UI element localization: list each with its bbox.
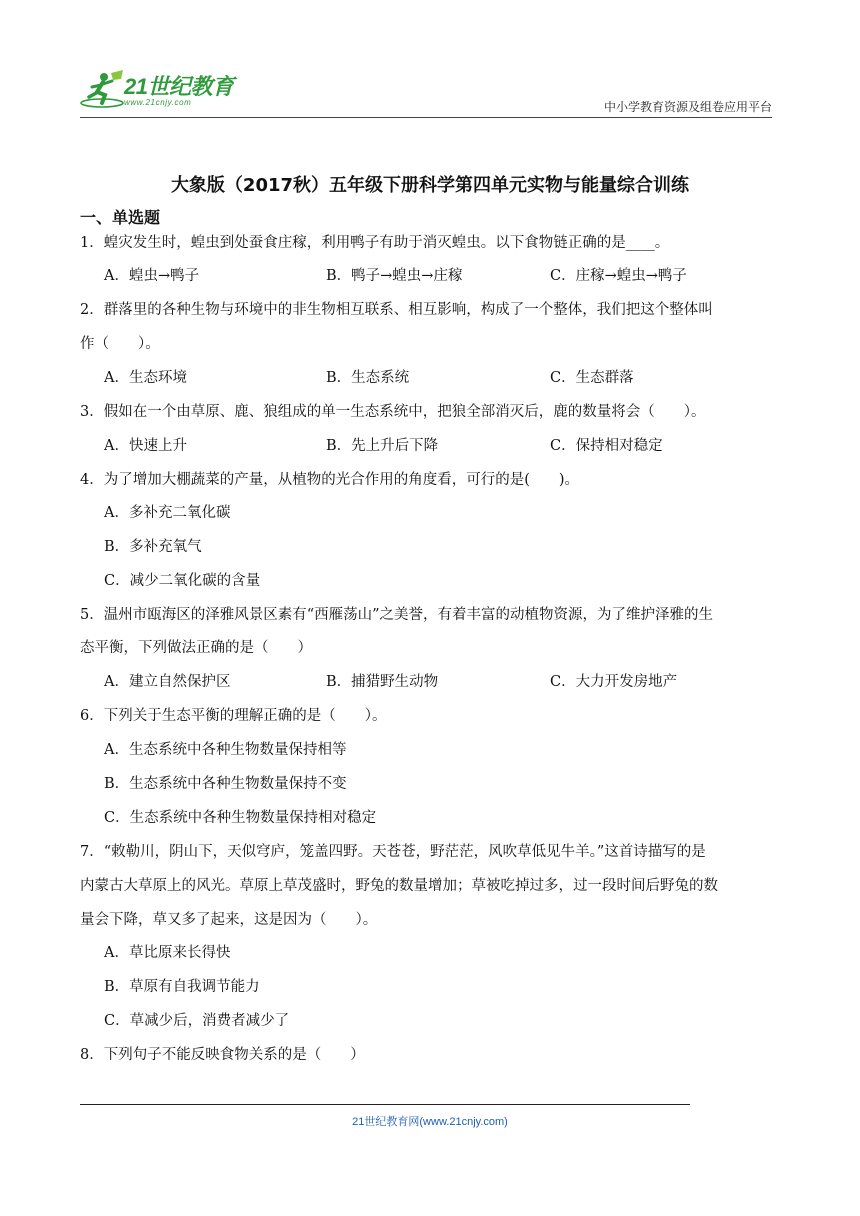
- footer-divider: [80, 1104, 690, 1105]
- platform-name: 中小学教育资源及组卷应用平台: [603, 100, 772, 114]
- question-7-text: 7．“敕勒川，阴山下，天似穹庐，笼盖四野。天苍苍，野茫茫，风吹草低见牛羊。”这首诗描写的是: [80, 844, 706, 860]
- logo: [80, 68, 280, 116]
- question-5-option-a[interactable]: A．建立自然保护区: [104, 674, 231, 690]
- question-3-option-c[interactable]: C．保持相对稳定: [550, 438, 663, 454]
- question-5-option-b[interactable]: B．捕猎野生动物: [326, 674, 439, 690]
- logo-url: www.21cnjy.com: [124, 98, 192, 107]
- question-7-option-b[interactable]: B．草原有自我调节能力: [104, 979, 260, 995]
- page-title: 大象版（2017秋）五年级下册科学第四单元实物与能量综合训练: [170, 175, 690, 196]
- question-7-option-c[interactable]: C．草减少后，消费者减少了: [104, 1013, 290, 1029]
- question-3-option-a[interactable]: A．快速上升: [104, 438, 187, 454]
- footer-link[interactable]: 21世纪教育网(www.21cnjy.com): [352, 1116, 508, 1128]
- question-4-option-a[interactable]: A．多补充二氧化碳: [104, 505, 231, 521]
- question-2-option-a[interactable]: A．生态环境: [104, 370, 187, 386]
- question-6-option-a[interactable]: A．生态系统中各种生物数量保持相等: [104, 742, 347, 758]
- question-2-text: 2．群落里的各种生物与环境中的非生物相互联系、相互影响，构成了一个整体，我们把这个整体叫: [80, 302, 713, 318]
- question-5-text-cont: 态平衡，下列做法正确的是（ ）: [80, 640, 312, 656]
- question-1-option-c[interactable]: C．庄稼→蝗虫→鸭子: [550, 268, 687, 284]
- logo-text: 21世纪教育: [124, 74, 234, 99]
- question-8-text: 8．下列句子不能反映食物关系的是（ ）: [80, 1047, 365, 1063]
- question-2-option-c[interactable]: C．生态群落: [550, 370, 634, 386]
- question-5-text: 5．温州市瓯海区的泽雅风景区素有“西雁荡山”之美誉，有着丰富的动植物资源，为了维护泽雅的生: [80, 607, 714, 623]
- question-6-text: 6．下列关于生态平衡的理解正确的是（ ）。: [80, 708, 387, 724]
- question-6-option-c[interactable]: C．生态系统中各种生物数量保持相对稳定: [104, 810, 377, 826]
- question-4-text: 4．为了增加大棚蔬菜的产量，从植物的光合作用的角度看，可行的是( )。: [80, 472, 580, 488]
- question-2-option-b[interactable]: B．生态系统: [326, 370, 410, 386]
- question-3-text: 3．假如在一个由草原、鹿、狼组成的单一生态系统中，把狼全部消灭后，鹿的数量将会（ ）。: [80, 404, 706, 420]
- question-1-option-a[interactable]: A．蝗虫→鸭子: [104, 268, 200, 284]
- page-header: [80, 68, 772, 116]
- question-6-option-b[interactable]: B．生态系统中各种生物数量保持不变: [104, 776, 347, 792]
- question-1-option-b[interactable]: B．鸭子→蝗虫→庄稼: [326, 268, 463, 284]
- question-4-option-b[interactable]: B．多补充氧气: [104, 539, 202, 555]
- question-7-text-cont: 量会下降，草又多了起来，这是因为（ ）。: [80, 912, 378, 928]
- question-7-text-cont: 内蒙古大草原上的风光。草原上草茂盛时，野兔的数量增加；草被吃掉过多，过一段时间后野兔的数: [80, 878, 718, 894]
- question-7-option-a[interactable]: A．草比原来长得快: [104, 945, 231, 961]
- question-4-option-c[interactable]: C．减少二氧化碳的含量: [104, 573, 261, 589]
- section-heading: 一、单选题: [80, 208, 161, 227]
- runner-logo-icon: [80, 70, 126, 110]
- question-5-option-c[interactable]: C．大力开发房地产: [550, 674, 678, 690]
- question-2-text-cont: 作（ ）。: [80, 336, 160, 352]
- header-divider: [80, 117, 772, 118]
- question-3-option-b[interactable]: B．先上升后下降: [326, 438, 439, 454]
- question-1-text: 1．蝗灾发生时，蝗虫到处蚕食庄稼，利用鸭子有助于消灭蝗虫。以下食物链正确的是____。: [80, 235, 670, 251]
